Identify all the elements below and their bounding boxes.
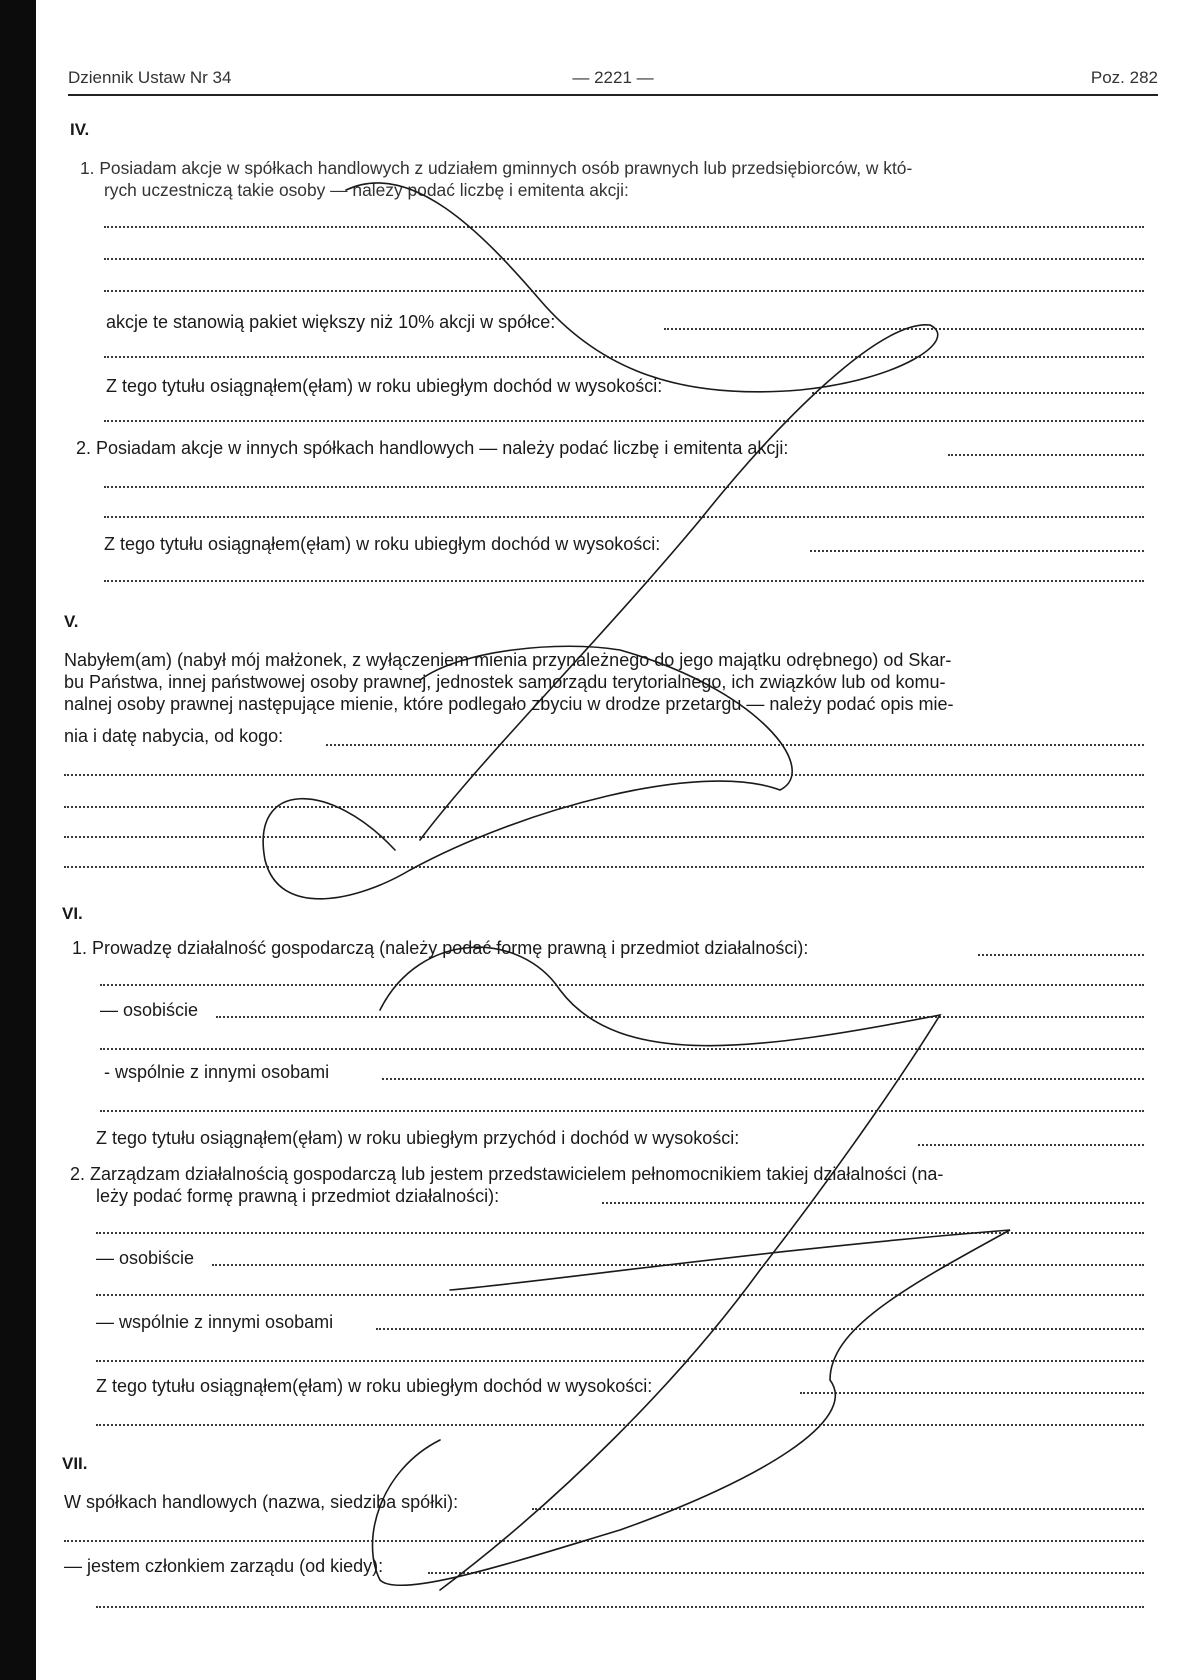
vi-income1-label: Z tego tytułu osiągnąłem(ęłam) w roku ubiegłym przychód i dochód w wysokości:: [96, 1128, 740, 1148]
vi-item1-field[interactable]: [978, 954, 1144, 956]
vi-personal1-label: — osobiście: [100, 1000, 199, 1020]
iv-item1-blank-line[interactable]: [104, 226, 1144, 228]
v-text-line4: nia i datę nabycia, od kogo:: [64, 726, 284, 746]
vi-personal1-field[interactable]: [216, 1016, 1144, 1018]
v-blank-line[interactable]: [64, 866, 1144, 868]
iv-item2-blank-line[interactable]: [104, 486, 1144, 488]
vii-board-label: — jestem członkiem zarządu (od kiedy):: [64, 1556, 384, 1576]
iv-item2-label: 2. Posiadam akcje w innych spółkach handlowych — należy podać liczbę i emitenta akcji:: [76, 438, 789, 458]
v-blank-line[interactable]: [64, 774, 1144, 776]
vii-companies-label: W spółkach handlowych (nazwa, siedziba spółki):: [64, 1492, 459, 1512]
iv-blank-line[interactable]: [104, 420, 1144, 422]
vi-income2-label: Z tego tytułu osiągnąłem(ęłam) w roku ubiegłym dochód w wysokości:: [96, 1376, 653, 1396]
v-text-line2: bu Państwa, innej państwowej osoby prawnej, jednostek samorządu terytorialnego, ich związków lub od komu-: [64, 672, 946, 692]
vii-blank-line[interactable]: [96, 1606, 1144, 1608]
vi-item2-field[interactable]: [602, 1202, 1144, 1204]
vi-jointly2-label: — wspólnie z innymi osobami: [96, 1312, 334, 1332]
iv-blank-line[interactable]: [104, 580, 1144, 582]
vi-blank-line[interactable]: [100, 1110, 1144, 1112]
section-v-heading: V.: [64, 612, 79, 631]
vi-jointly1-field[interactable]: [382, 1078, 1144, 1080]
iv-item2-blank-line[interactable]: [104, 516, 1144, 518]
section-vi-heading: VI.: [62, 904, 83, 923]
page-header: [68, 64, 1158, 96]
vi-item2-line2: leży podać formę prawną i przedmiot działalności):: [96, 1186, 500, 1206]
vi-blank-line[interactable]: [96, 1232, 1144, 1234]
vi-blank-line[interactable]: [96, 1360, 1144, 1362]
iv-income1-label: Z tego tytułu osiągnąłem(ęłam) w roku ubiegłym dochód w wysokości:: [106, 376, 663, 396]
iv-item1-blank-line[interactable]: [104, 258, 1144, 260]
vi-income2-field[interactable]: [800, 1392, 1144, 1394]
iv-item1-line2: rych uczestniczą takie osoby — należy podać liczbę i emitenta akcji:: [104, 180, 629, 200]
iv-item2-field[interactable]: [948, 454, 1144, 456]
vii-companies-field[interactable]: [532, 1508, 1144, 1510]
vi-jointly1-label: - wspólnie z innymi osobami: [104, 1062, 330, 1082]
iv-income1-field[interactable]: [812, 392, 1144, 394]
vii-blank-line[interactable]: [64, 1540, 1144, 1542]
v-text-line1: Nabyłem(am) (nabył mój małżonek, z wyłączeniem mienia przynależnego do jego majątku odrębnego) od Skar-: [64, 650, 952, 670]
vi-blank-line[interactable]: [96, 1424, 1144, 1426]
vi-item2-line1: 2. Zarządzam działalnością gospodarczą lub jestem przedstawicielem pełnomocnikiem takiej działalności (na-: [70, 1164, 944, 1184]
page-number: — 2221 —: [572, 68, 654, 87]
journal-title: Dziennik Ustaw Nr 34: [68, 68, 232, 87]
section-vii-heading: VII.: [62, 1454, 88, 1473]
scan-edge: [0, 0, 36, 1680]
vii-board-field[interactable]: [428, 1572, 1144, 1574]
vi-jointly2-field[interactable]: [376, 1328, 1144, 1330]
document-page: [60, 0, 1158, 1680]
iv-item1-blank-line[interactable]: [104, 290, 1144, 292]
v-text-line3: nalnej osoby prawnej następujące mienie, które podlegało zbyciu w drodze przetargu — należy podać opis mie-: [64, 694, 954, 714]
iv-income2-label: Z tego tytułu osiągnąłem(ęłam) w roku ubiegłym dochód w wysokości:: [104, 534, 661, 554]
vi-blank-line[interactable]: [100, 984, 1144, 986]
iv-packet-field[interactable]: [664, 328, 1144, 330]
v-blank-line[interactable]: [64, 806, 1144, 808]
v-blank-line[interactable]: [64, 836, 1144, 838]
vi-personal2-label: — osobiście: [96, 1248, 195, 1268]
vi-personal2-field[interactable]: [212, 1264, 1144, 1266]
vi-item1-label: 1. Prowadzę działalność gospodarczą (należy podać formę prawną i przedmiot działalności):: [72, 938, 809, 958]
position-number: Poz. 282: [1090, 68, 1158, 87]
vi-income1-field[interactable]: [918, 1144, 1144, 1146]
iv-blank-line[interactable]: [104, 356, 1144, 358]
iv-item1-line1: 1. Posiadam akcje w spółkach handlowych z udziałem gminnych osób prawnych lub przedsiębiorców, w któ-: [80, 158, 913, 178]
v-acquisition-field[interactable]: [326, 744, 1144, 746]
iv-packet-label: akcje te stanowią pakiet większy niż 10% akcji w spółce:: [106, 312, 556, 332]
iv-income2-field[interactable]: [810, 550, 1144, 552]
vi-blank-line[interactable]: [100, 1048, 1144, 1050]
vi-blank-line[interactable]: [96, 1294, 1144, 1296]
section-iv-heading: IV.: [70, 120, 90, 139]
